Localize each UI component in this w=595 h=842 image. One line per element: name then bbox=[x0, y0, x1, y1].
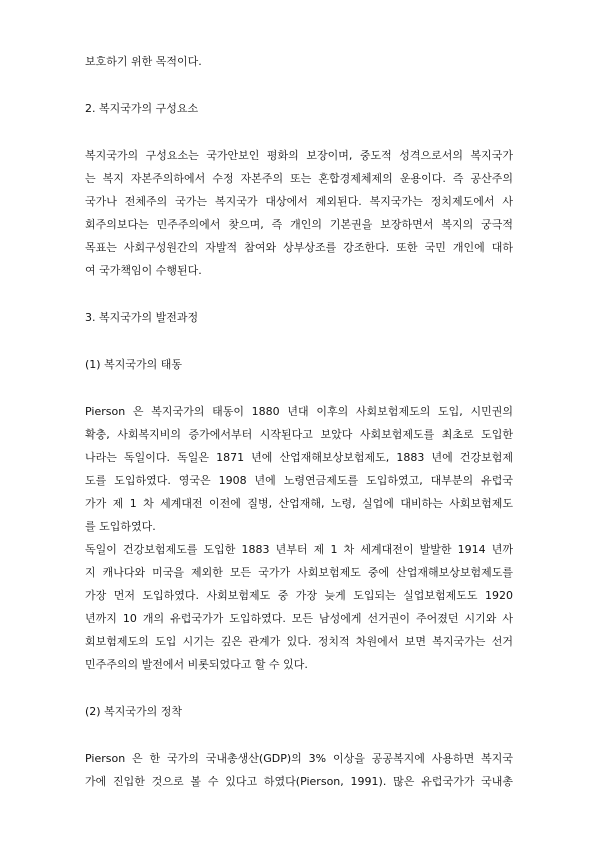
text-line: 국가나 전체주의 국가는 복지국가 대상에서 제외된다. 복지국가는 정치제도에서 사 bbox=[85, 195, 513, 208]
paragraph bbox=[85, 747, 513, 793]
section-heading bbox=[85, 97, 513, 120]
text-line: 여 국가책임이 수행된다. bbox=[85, 264, 202, 277]
section-heading bbox=[85, 700, 513, 723]
text-line: 가에 진입한 것으로 볼 수 있다고 하였다(Pierson, 1991). 많은 유럽국가가 국내총 bbox=[85, 775, 513, 788]
text-line: 확충, 사회복지비의 증가에서부터 시작된다고 보았다 사회보험제도를 최초로 도입한 bbox=[85, 428, 513, 441]
text-line: Pierson 은 복지국가의 태동이 1880 년대 이후의 사회보험제도의 도입, 시민권의 bbox=[85, 405, 513, 418]
text-line: 를 도입하였다. bbox=[85, 520, 156, 533]
blank-line bbox=[85, 73, 513, 97]
blank-line bbox=[85, 282, 513, 306]
section-heading bbox=[85, 353, 513, 376]
document-page bbox=[85, 50, 513, 793]
section-heading bbox=[85, 306, 513, 329]
text-line: 나라는 독일이다. 독일은 1871 년에 산업재해보상보험제도, 1883 년에 건강보험제 bbox=[85, 451, 513, 464]
text-line: (1) 복지국가의 태동 bbox=[85, 358, 182, 371]
text-line: 민주주의의 발전에서 비롯되었다고 할 수 있다. bbox=[85, 658, 308, 671]
text-line: 3. 복지국가의 발전과정 bbox=[85, 311, 199, 324]
text-line: 가장 먼저 도입하였다. 사회보험제도 중 가장 늦게 도입되는 실업보험제도도 1920 bbox=[85, 589, 513, 602]
text-line: 년까지 10 개의 유럽국가가 도입하였다. 모든 남성에게 선거권이 주어졌던 시기와 사 bbox=[85, 612, 513, 625]
text-line: Pierson 은 한 국가의 국내총생산(GDP)의 3% 이상을 공공복지에 사용하면 복지국 bbox=[85, 752, 513, 765]
text-line: 지 캐나다와 미국을 제외한 모든 국가가 사회보험제도 중에 산업재해보상보험제도를 bbox=[85, 566, 513, 579]
paragraph bbox=[85, 538, 513, 676]
text-line: 도를 도입하였다. 영국은 1908 년에 노령연금제도를 도입하였고, 대부분의 유럽국 bbox=[85, 474, 513, 487]
text-line: (2) 복지국가의 정착 bbox=[85, 705, 182, 718]
text-line: 보호하기 위한 목적이다. bbox=[85, 55, 202, 68]
text-line: 독일이 건강보험제도를 도입한 1883 년부터 제 1 차 세계대전이 발발한 1914 년까 bbox=[85, 543, 513, 556]
text-line: 회보험제도의 도입 시기는 깊은 관계가 있다. 정치적 차원에서 보면 복지국가는 선거 bbox=[85, 635, 513, 648]
text-line: 는 복지 자본주의하에서 수정 자본주의 또는 혼합경제체제의 운용이다. 즉 공산주의 bbox=[85, 172, 513, 185]
blank-line bbox=[85, 329, 513, 353]
paragraph bbox=[85, 50, 513, 73]
blank-line bbox=[85, 676, 513, 700]
blank-line bbox=[85, 120, 513, 144]
paragraph bbox=[85, 400, 513, 538]
text-line: 목표는 사회구성원간의 자발적 참여와 상부상조를 강조한다. 또한 국민 개인에 대하 bbox=[85, 241, 513, 254]
paragraph bbox=[85, 144, 513, 282]
text-line: 2. 복지국가의 구성요소 bbox=[85, 102, 199, 115]
text-line: 회주의보다는 민주주의에서 찾으며, 즉 개인의 기본권을 보장하면서 복지의 궁극적 bbox=[85, 218, 513, 231]
text-line: 복지국가의 구성요소는 국가안보인 평화의 보장이며, 중도적 성격으로서의 복지국가 bbox=[85, 149, 513, 162]
blank-line bbox=[85, 376, 513, 400]
blank-line bbox=[85, 723, 513, 747]
text-line: 가가 제 1 차 세계대전 이전에 질병, 산업재해, 노령, 실업에 대비하는 사회보험제도 bbox=[85, 497, 513, 510]
